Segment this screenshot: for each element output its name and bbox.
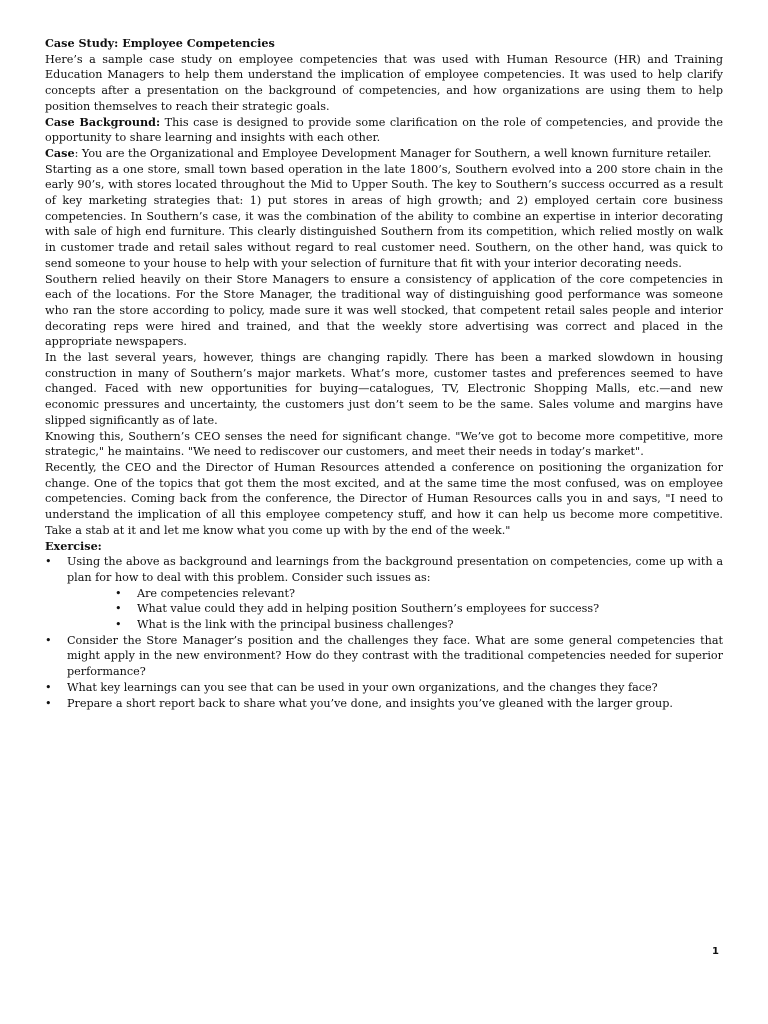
body-paragraph-changes: In the last several years, however, things are changing rapidly. There has been a marked slowdown in housing construction in many of Southern’s major markets. What’s more, customer tastes and preferences seemed to have changed. Faced with new opportunities for buying—catalogues, TV, Electronic Shopping Malls, etc.—and new economic pressures and uncertainty, the customers just don’t seem to be the same. Sales volume and margins have slipped significantly as of late. — [45, 351, 723, 427]
case-paragraph — [45, 146, 723, 162]
case-background-label: Case Background: — [45, 114, 161, 129]
page-number: 1 — [712, 946, 719, 957]
exercise-item: • Prepare a short report back to share what you’ve done, and insights you’ve gleaned with the larger group. — [45, 696, 723, 712]
body-paragraph-ceo: Knowing this, Southern’s CEO senses the need for significant change. "We’ve got to become more competitive, more strategic," he maintains. "We need to rediscover our customers, and meet their needs in today’s market". — [45, 429, 723, 459]
exercise-sublist — [67, 586, 723, 633]
exercise-subitem: • What is the link with the principal business challenges? — [67, 617, 723, 633]
exercise-subitem: • Are competencies relevant? — [67, 586, 723, 602]
case-text: : You are the Organizational and Employee Development Manager for Southern, a well known furniture retailer. — [74, 146, 712, 160]
document-page — [45, 36, 723, 711]
body-paragraph-history: Starting as a one store, small town based operation in the late 1800’s, Southern evolved into a 200 store chain in the early 90’s, with stores located throughout the Mid to Upper South. The key to Southern’s success occurred as a result of key marketing strategies that: 1) put stores in areas of high growth; and 2) employed certain core business competencies. In Southern’s case, it was the combination of the ability to combine an expertise in interior decorating with sale of high end furniture. This clearly distinguished Southern from its competition, which relied mostly on walk in customer trade and retail sales without regard to real customer need. Southern, on the other hand, was quick to send someone to your house to help with your selection of furniture that fit with your interior decorating needs. — [45, 162, 723, 270]
exercise-item-text: Using the above as background and learnings from the background presentation on competencies, come up with a plan for how to deal with this problem. Consider such issues as: — [67, 555, 723, 584]
exercise-item — [45, 554, 723, 633]
exercise-list — [45, 554, 723, 711]
body-paragraph-conference: Recently, the CEO and the Director of Human Resources attended a conference on positioning the organization for change. One of the topics that got them the most excited, and at the same time the most confused, was on employee competencies. Coming back from the conference, the Director of Human Resources calls you in and says, "I need to understand the implication of all this employee competency stuff, and how it can help us become more competitive. Take a stab at it and let me know what you come up with by the end of the week." — [45, 460, 723, 537]
case-background-paragraph — [45, 115, 723, 146]
exercise-heading: Exercise: — [45, 538, 102, 553]
exercise-item: • Consider the Store Manager’s position and the challenges they face. What are some general competencies that might apply in the new environment? How do they contrast with the traditional competencies needed for superior performance? — [45, 633, 723, 680]
body-paragraph-store-managers: Southern relied heavily on their Store Managers to ensure a consistency of application of the core competencies in each of the locations. For the Store Manager, the traditional way of distinguishing good performance was someone who ran the store according to policy, made sure it was well stocked, that competent retail sales people and interior decorating reps were hired and trained, and that the weekly store advertising was correct and placed in the appropriate newspapers. — [45, 272, 723, 349]
exercise-subitem: • What value could they add in helping position Southern’s employees for success? — [67, 601, 723, 617]
case-label: Case — [45, 145, 75, 160]
document-title: Case Study: Employee Competencies — [45, 36, 275, 50]
case-background-text: This case is designed to provide some clarification on the role of competencies, and provide the opportunity to share learning and insights with each other. — [45, 115, 723, 145]
exercise-item: • What key learnings can you see that can be used in your own organizations, and the changes they face? — [45, 680, 723, 696]
intro-paragraph: Here’s a sample case study on employee competencies that was used with Human Resource (HR) and Training Education Managers to help them understand the implication of employee competencies. It was used to help clarify concepts after a presentation on the background of competencies, and how organizations are using them to help position themselves to reach their strategic goals. — [45, 52, 723, 113]
